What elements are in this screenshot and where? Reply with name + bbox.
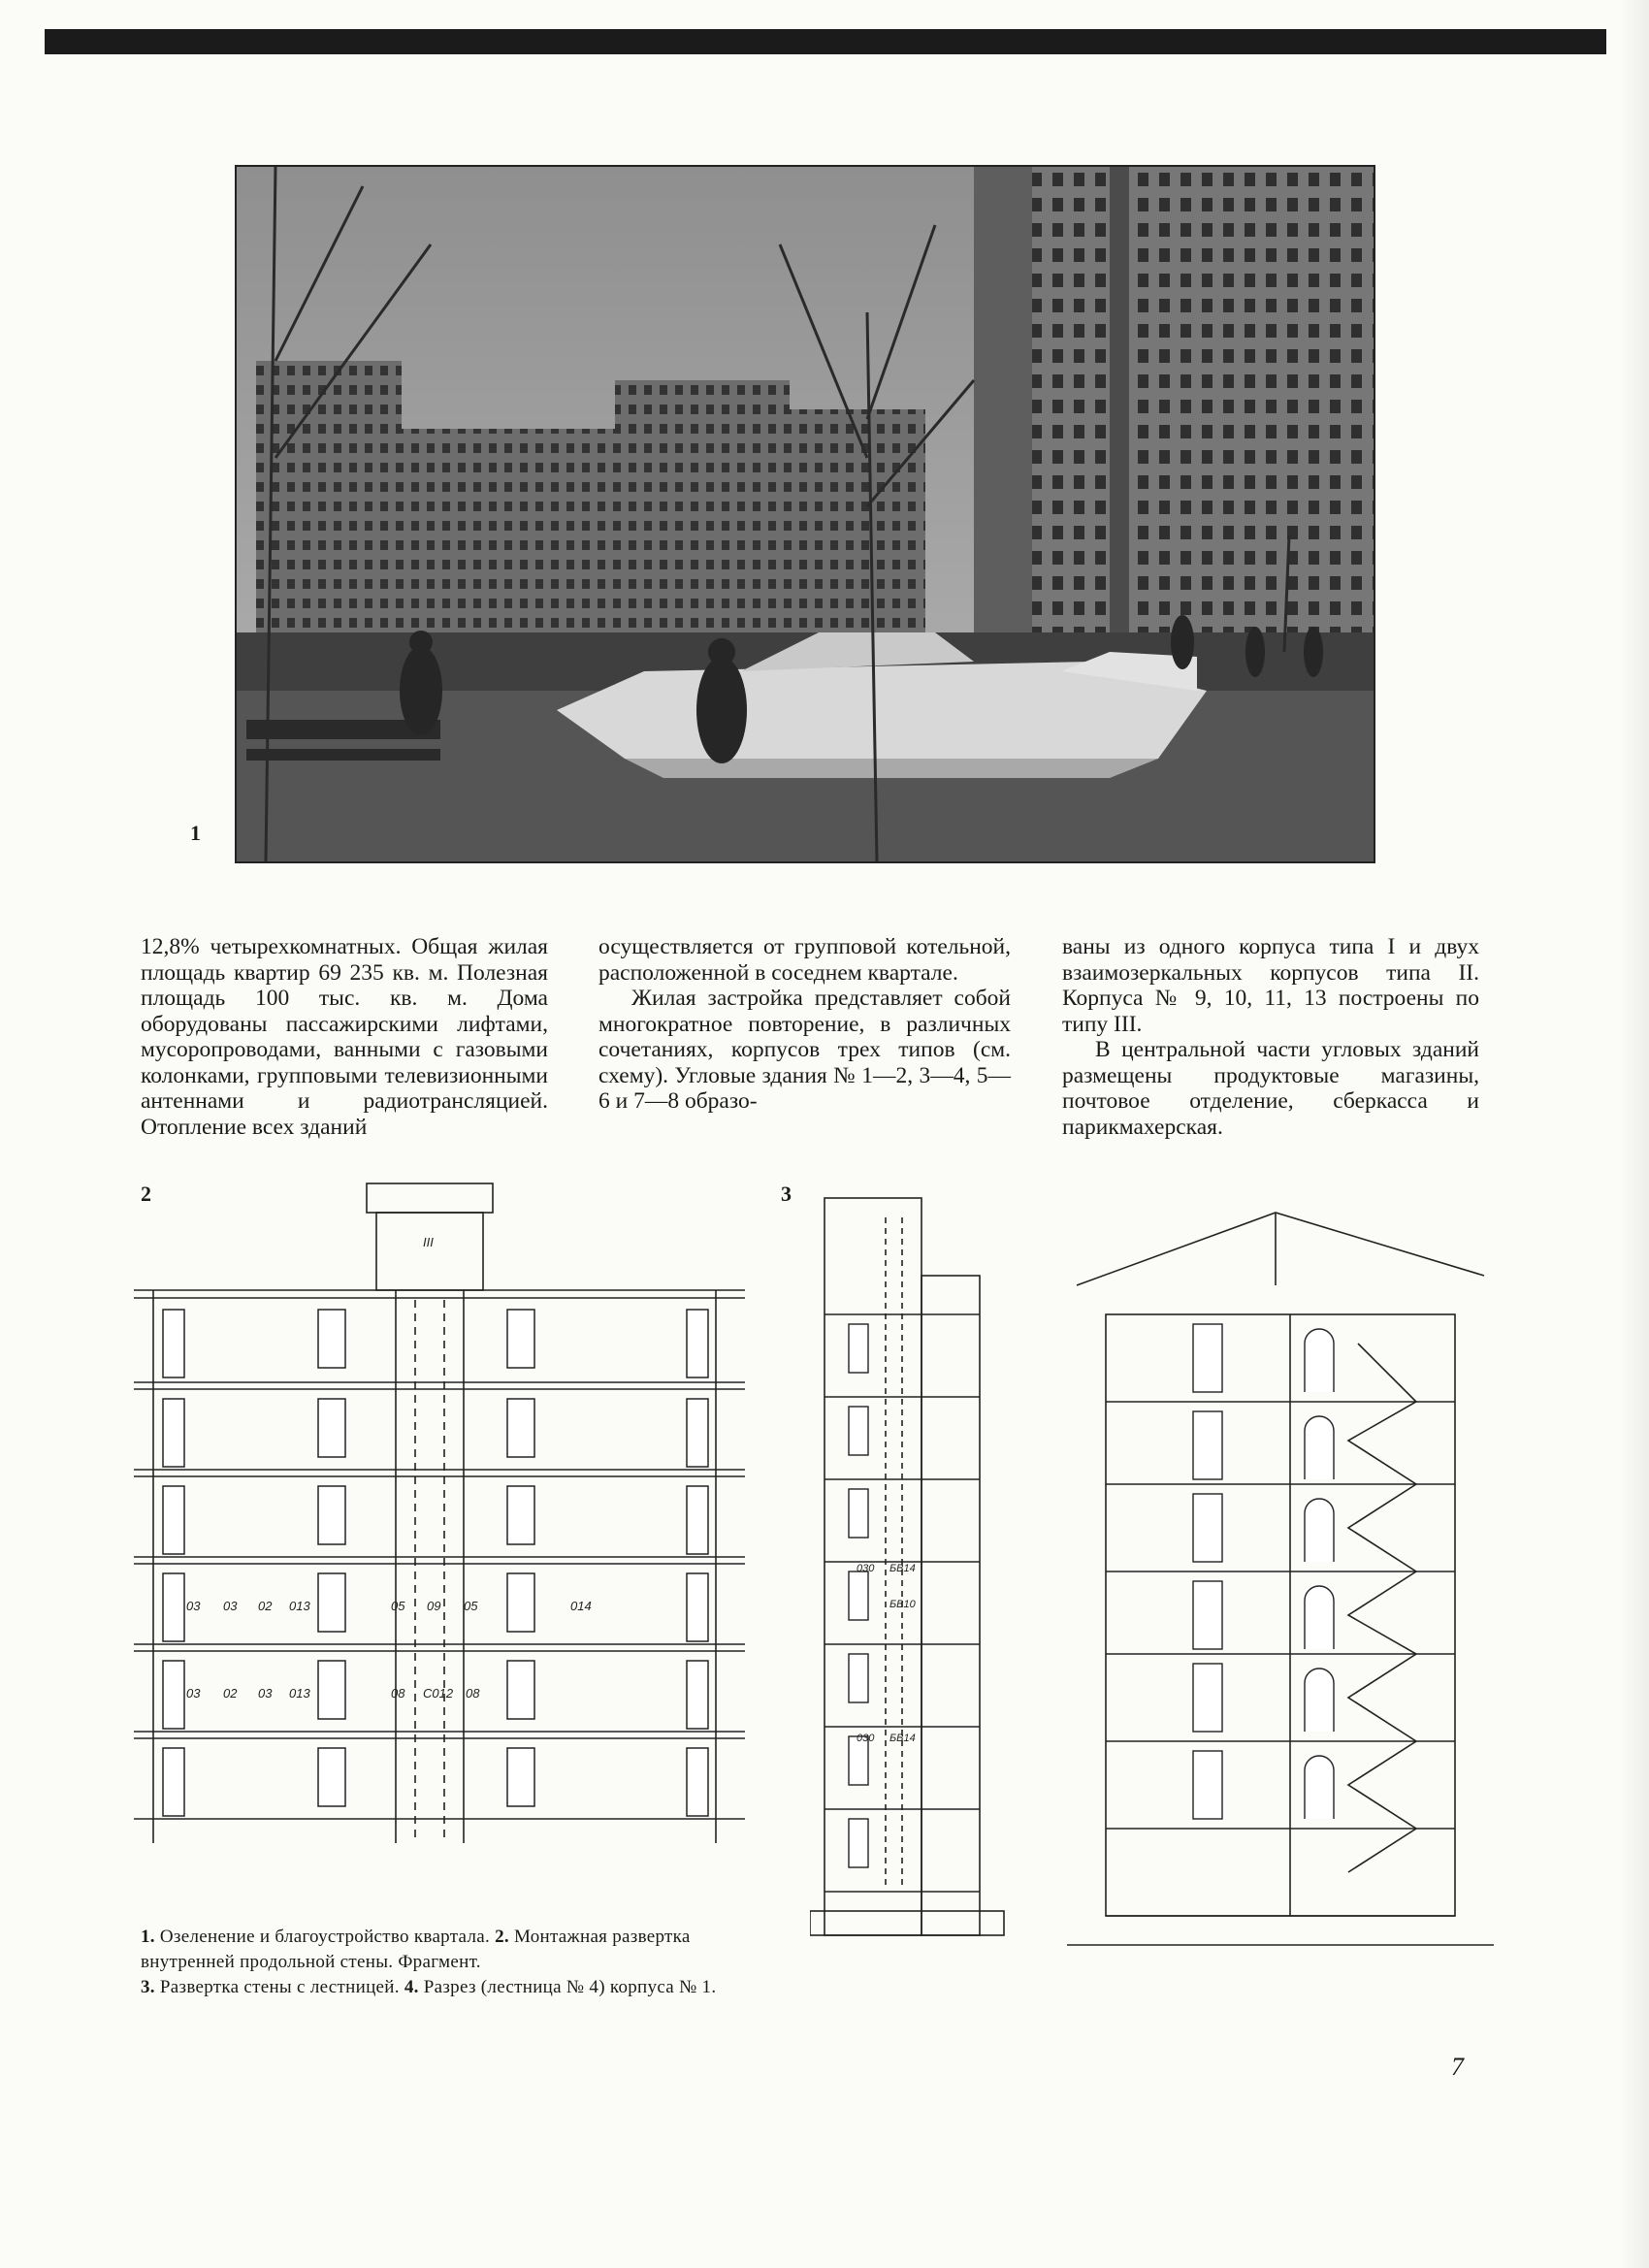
caption-text: Развертка стены с лестницей. — [154, 1977, 404, 1997]
figure-3-number: 3 — [781, 1182, 792, 1206]
panel-mark: 030 — [857, 1733, 875, 1744]
panel-mark: 02 — [258, 1599, 273, 1613]
panel-mark: БВ14 — [889, 1563, 916, 1574]
panel-mark: БВ14 — [889, 1733, 916, 1744]
column-1-paragraph: 12,8% четырехкомнатных. Общая жилая площадь квартир 69 235 кв. м. Полезная площадь 100 тыс. кв. м. Дома оборудованы пассажирскими лифтами, мусоропроводами, ванными с газовыми колонками, групповыми телевизионными антеннами и радиотрансляцией. Отопление всех зданий — [141, 934, 548, 1140]
panel-mark: 030 — [857, 1563, 875, 1574]
panel-mark: 02 — [223, 1686, 238, 1701]
panel-mark: 013 — [289, 1599, 310, 1613]
panel-mark: C012 — [423, 1686, 454, 1701]
page-edge-shadow — [1620, 0, 1649, 2268]
caption-text: Монтажная развертка внутренней продольной стены. Фрагмент. — [141, 1927, 691, 1972]
courtyard-photo — [235, 165, 1375, 863]
caption-number: 2. — [495, 1927, 509, 1947]
panel-mark: 014 — [570, 1599, 592, 1613]
panel-mark: 03 — [258, 1686, 273, 1701]
column-2-paragraph-1: осуществляется от групповой котельной, расположенной в соседнем квартале. — [598, 934, 1011, 986]
caption-number: 3. — [141, 1977, 155, 1997]
caption-text: Озеленение и благоустройство квартала. — [154, 1927, 496, 1947]
panel-mark: 05 — [464, 1599, 478, 1613]
panel-mark: 08 — [466, 1686, 480, 1701]
panel-mark: БВ10 — [889, 1599, 916, 1610]
panel-mark: 03 — [186, 1686, 201, 1701]
text-column-1 — [141, 934, 548, 1140]
wall-development-drawing — [134, 1174, 745, 1853]
panel-mark: 09 — [427, 1599, 441, 1613]
figure-1-number: 1 — [190, 821, 201, 845]
text-column-3 — [1062, 934, 1479, 1140]
panel-mark: 05 — [391, 1599, 405, 1613]
panel-mark: 08 — [391, 1686, 405, 1701]
stair-wall-drawing — [810, 1188, 1048, 1955]
caption-number: 4. — [404, 1977, 419, 1997]
top-rule — [45, 29, 1606, 54]
figure-2-number: 2 — [141, 1182, 151, 1206]
panel-mark: 013 — [289, 1686, 310, 1701]
caption-text: Разрез (лестница № 4) корпуса № 1. — [418, 1977, 717, 1997]
column-3-paragraph-2: В центральной части угловых зданий размещены продуктовые магазины, почтовое отделение, сберкасса и парикмахерская. — [1062, 1037, 1479, 1140]
panel-mark: 03 — [223, 1599, 238, 1613]
figure-caption — [141, 1925, 781, 2000]
text-column-2 — [598, 934, 1011, 1115]
column-2-paragraph-2: Жилая застройка представляет собой многократное повторение, в различных сочетаниях, корпусов трех типов (см. схему). Угловые здания № 1—2, 3—4, 5—6 и 7—8 образо- — [598, 986, 1011, 1114]
panel-mark: III — [423, 1235, 434, 1249]
page-number: 7 — [1451, 2053, 1464, 2081]
panel-mark: 03 — [186, 1599, 201, 1613]
caption-number: 1. — [141, 1927, 155, 1947]
building-section-drawing — [1067, 1198, 1494, 1955]
column-3-paragraph-1: ваны из одного корпуса типа I и двух взаимозеркальных корпусов типа II. Корпуса № 9, 10, 11, 13 построены по типу III. — [1062, 934, 1479, 1037]
